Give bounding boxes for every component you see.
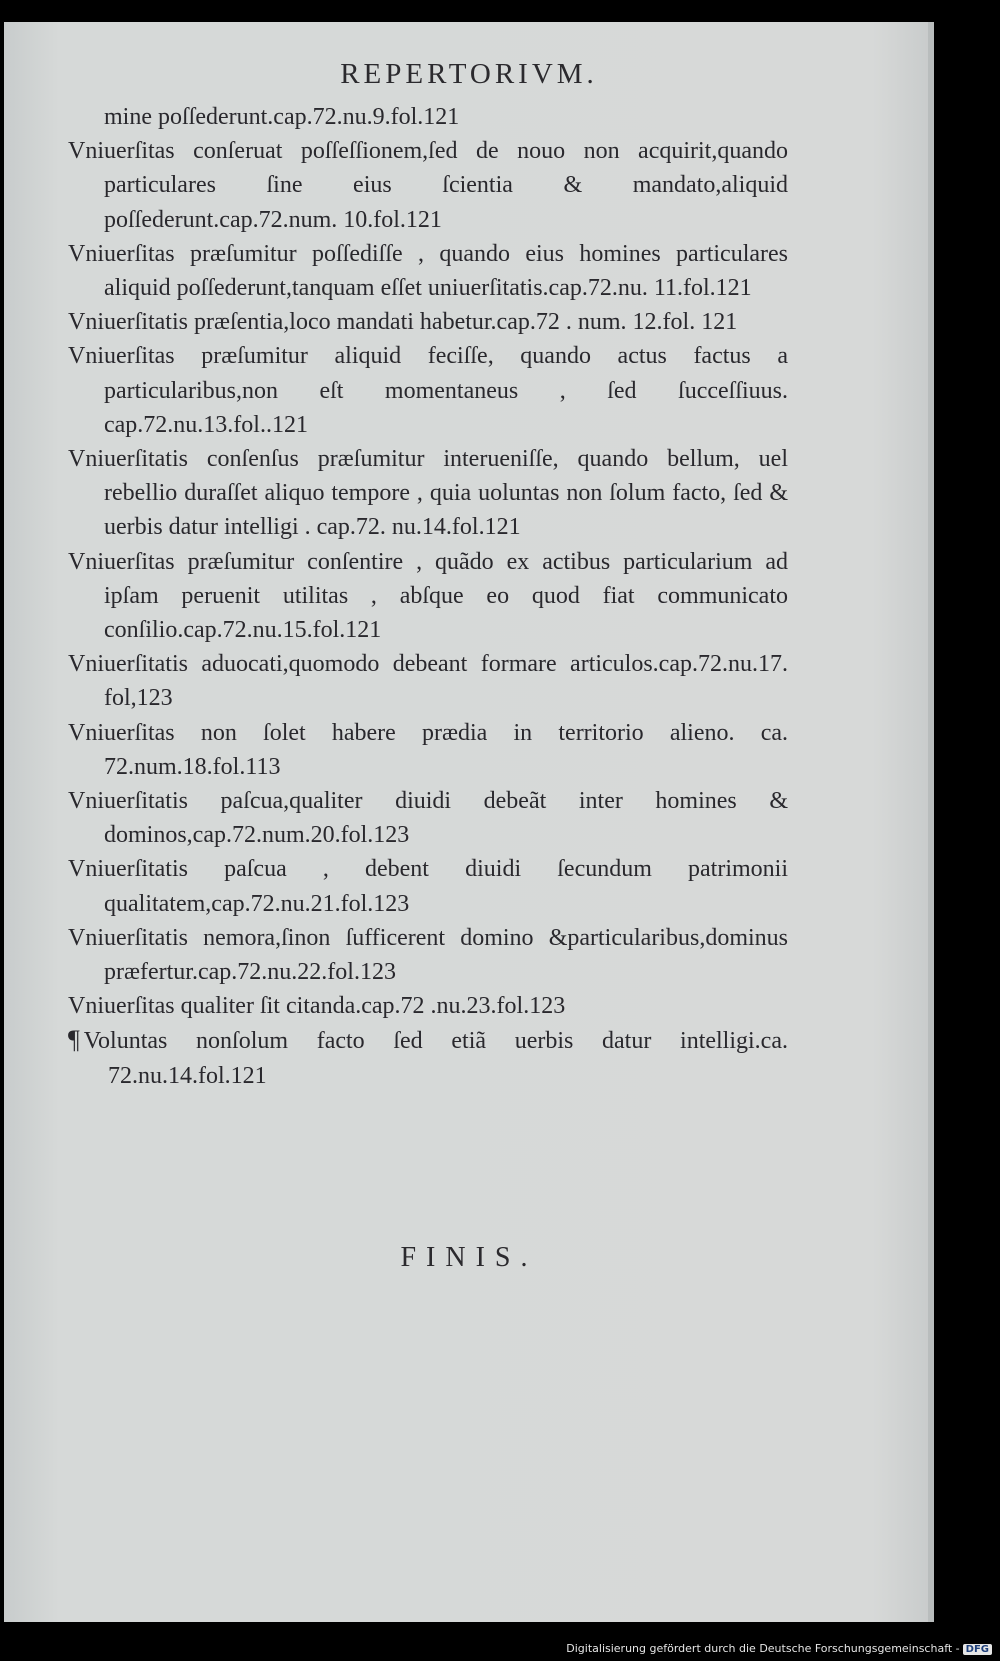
index-entry: Vniuerſitas præſumitur aliquid feciſſe, quando actus factus a particularibus,non eſt momentaneus , ſed ſucceſſiuus. cap.72.nu.13.fol..121 [68,343,788,438]
index-entry: Vniuerſitas præſumitur conſentire , quãdo ex actibus particularium ad ipſam peruenit utilitas , abſque eo quod fiat communicato conſilio.cap.72.nu.15.fol.121 [68,548,788,644]
continuation-line: mine poſſederunt.cap.72.nu.9.fol.121 [104,104,460,130]
index-entry: Vniuerſitas conſeruat poſſeſſionem,ſed de nouo non acquirit,quando particulares ſine eius ſcientia & mandato,aliquid poſſederunt.cap.72.num. 10.fol.121 [68,138,788,233]
dfg-logo: DFG [963,1644,992,1655]
index-entry: Vniuerſitatis nemora,ſinon ſufficerent domino &particularibus,dominus præfertur.cap.72.nu.22.fol.123 [68,924,788,986]
final-index-entry [68,1023,788,1092]
index-entry: Vniuerſitas præſumitur poſſediſſe , quando eius homines particulares aliquid poſſederunt,tanquam eſſet uniuerſitatis.cap.72.nu. 11.fol.121 [68,240,788,302]
index-entry: Vniuerſitatis præſentia,loco mandati habetur.cap.72 . num. 12.fol. 121 [68,309,738,336]
index-entry: Vniuerſitatis aduocati,quomodo debeant formare articulos.cap.72.nu.17. fol,123 [68,651,788,712]
index-entry: Vniuerſitas non ſolet habere prædia in territorio alieno. ca. 72.num.18.fol.113 [68,719,788,780]
index-entry: Vniuerſitatis conſenſus præſumitur interueniſſe, quando bellum, uel rebellio duraſſet aliquo tempore , quia uoluntas non ſolum facto, ſed & uerbis datur intelligi . cap.72. nu.14.fol.121 [68,446,788,541]
index-entries [68,100,788,1093]
index-entry: Vniuerſitas qualiter ſit citanda.cap.72 .nu.23.fol.123 [68,993,566,1020]
digitization-credit [566,1642,992,1655]
credit-text: Digitalisierung gefördert durch die Deutsche Forschungsgemeinschaft - [566,1642,960,1655]
final-entry-text: Voluntas nonſolum facto ſed etiã uerbis datur intelligi.ca. 72.nu.14.fol.121 [83,1028,788,1089]
book-page [4,22,934,1622]
finis-mark: FINIS. [400,1242,538,1273]
pilcrow-icon: ¶ [68,1025,80,1055]
index-entry: Vniuerſitatis paſcua,qualiter diuidi debeãt inter homines & dominos,cap.72.num.20.fol.123 [68,788,788,849]
index-entry: Vniuerſitatis paſcua , debent diuidi ſecundum patrimonii qualitatem,cap.72.nu.21.fol.123 [68,856,788,917]
running-header: REPERTORIVM. [340,58,598,90]
